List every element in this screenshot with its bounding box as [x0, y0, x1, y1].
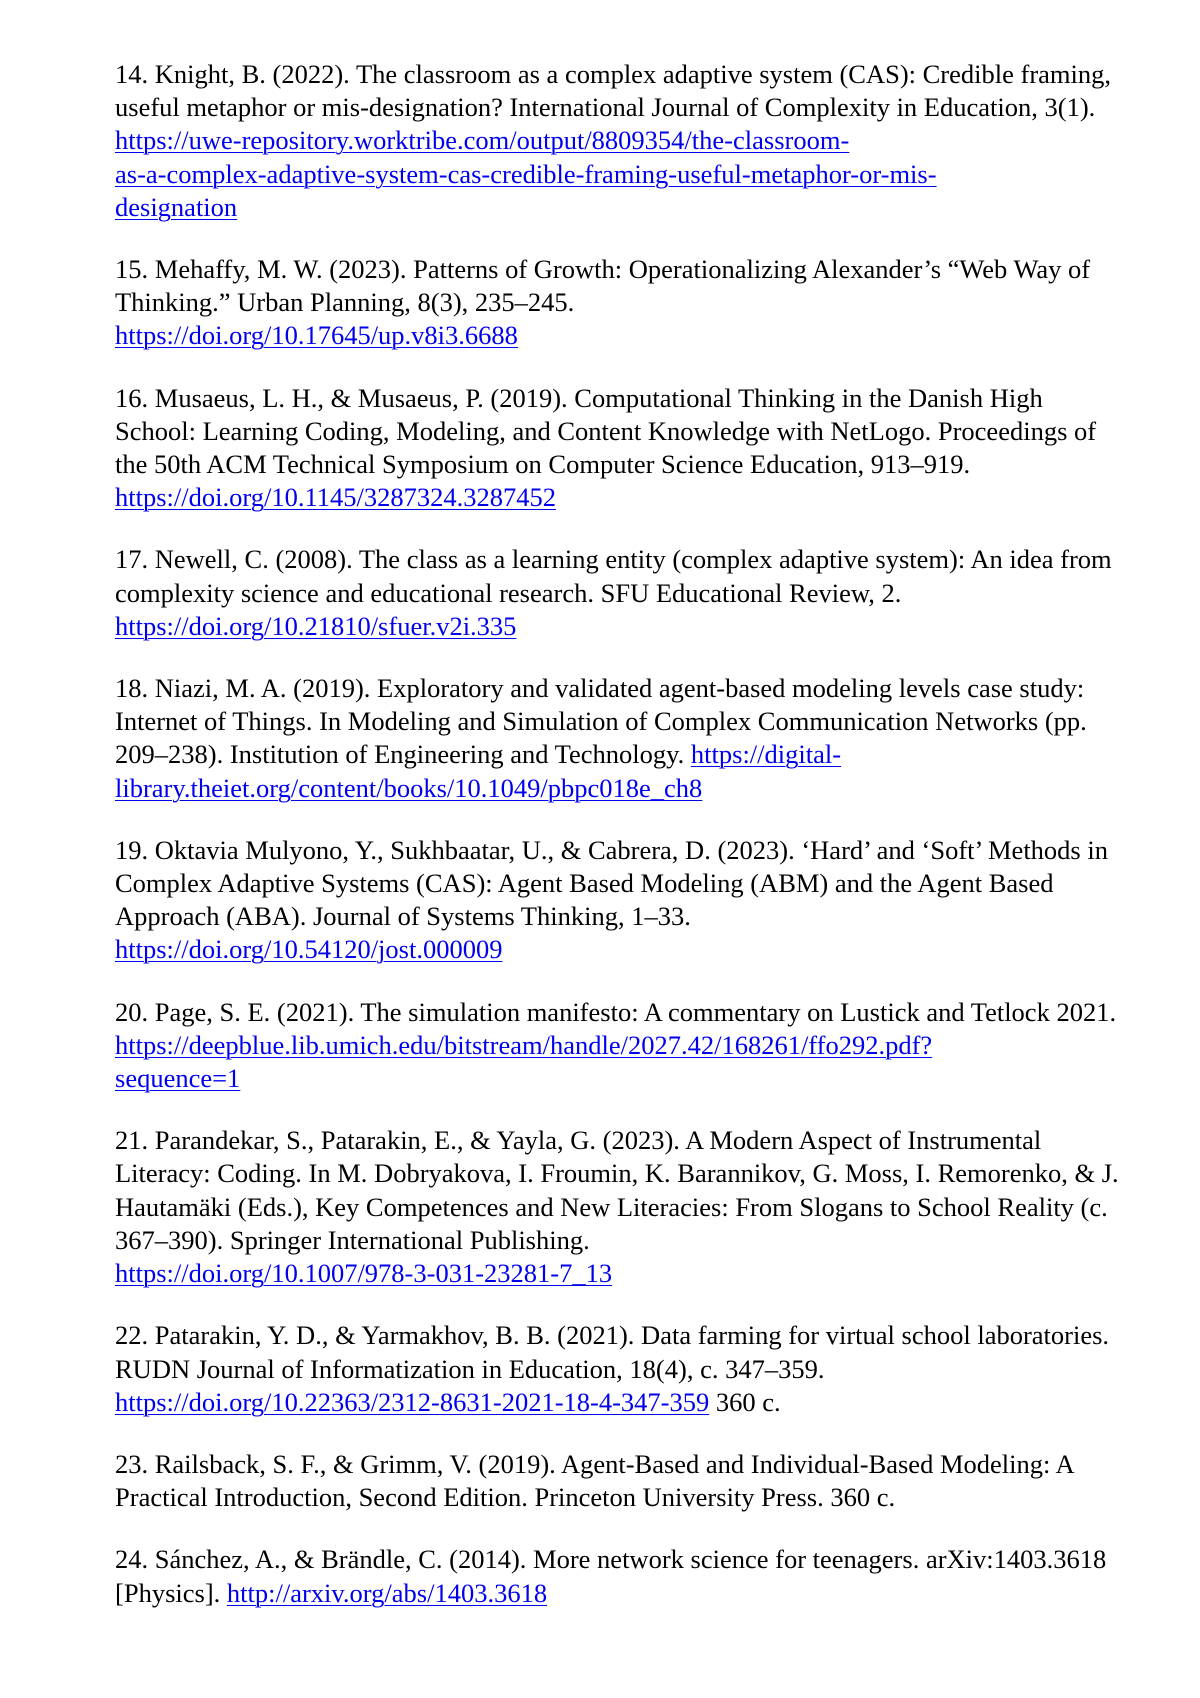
reference-link[interactable]: https://doi.org/10.17645/up.v8i3.6688 [115, 320, 518, 351]
reference-link[interactable]: https://deepblue.lib.umich.edu/bitstream/handle/2027.42/168261/ffo292.pdf? sequence=1 [115, 1029, 933, 1094]
reference-item [115, 996, 1125, 1096]
reference-text: 15. Mehaffy, M. W. (2023). Patterns of Growth: Operationalizing Alexander’s “Web Way of Thinking.” Urban Planning, 8(3), 235–245. [115, 254, 1091, 318]
reference-text: 18. Niazi, M. A. (2019). Exploratory and validated agent-based modeling levels case study: Internet of Things. In Modeling and Simulation of Complex Communication Networks (pp. 209–238). Institution of Engineering and Technology. [115, 673, 1087, 770]
reference-item [115, 1124, 1125, 1290]
reference-text: 16. Musaeus, L. H., & Musaeus, P. (2019). Computational Thinking in the Danish High School: Learning Coding, Modeling, and Content Knowledge with NetLogo. Proceedings of the 50th ACM Technical Symposium on Computer Science Education, 913–919. [115, 382, 1097, 480]
reference-text: 23. Railsback, S. F., & Grimm, V. (2019). Agent-Based and Individual-Based Modeling: A Practical Introduction, Second Edition. Princeton University Press. 360 c. [115, 1448, 1074, 1513]
reference-list [115, 58, 1125, 1639]
reference-item [115, 1319, 1125, 1419]
reference-text: 17. Newell, C. (2008). The class as a learning entity (complex adaptive system): An idea from complexity science and educational research. SFU Educational Review, 2. [115, 544, 1112, 608]
reference-suffix: 360 c. [715, 1386, 781, 1417]
reference-item [115, 1448, 1125, 1514]
reference-text: 21. Parandekar, S., Patarakin, E., & Yayla, G. (2023). A Modern Aspect of Instrumental Literacy: Coding. In M. Dobryakova, I. Froumin, K. Barannikov, G. Moss, I. Remorenko, & J. Hautamäki (Eds.), Key Competences and New Literacies: From Slogans to School Reality (c. 367–390). Springer International Publishing. [115, 1125, 1119, 1255]
reference-link[interactable]: https://doi.org/10.21810/sfuer.v2i.335 [115, 610, 517, 641]
reference-text: 14. Knight, B. (2022). The classroom as a complex adaptive system (CAS): Credible framing, useful metaphor or mis-designation? International Journal of Complexity in Education, 3(1). [115, 59, 1112, 123]
reference-item [115, 382, 1125, 515]
reference-link[interactable]: https://doi.org/10.1007/978-3-031-23281-7_13 [115, 1258, 613, 1289]
reference-item [115, 543, 1125, 643]
reference-text: 20. Page, S. E. (2021). The simulation manifesto: A commentary on Lustick and Tetlock 2021. [115, 996, 1117, 1027]
reference-text: 22. Patarakin, Y. D., & Yarmakhov, B. B. (2021). Data farming for virtual school laboratories. RUDN Journal of Informatization in Education, 18(4), c. 347–359. [115, 1320, 1110, 1384]
reference-item [115, 1543, 1125, 1609]
reference-text: 19. Oktavia Mulyono, Y., Sukhbaatar, U., & Cabrera, D. (2023). ‘Hard’ and ‘Soft’ Methods in Complex Adaptive Systems (CAS): Agent Based Modeling (ABM) and the Agent Based Approach (ABA). Journal of Systems Thinking, 1–33. [115, 834, 1108, 932]
reference-link[interactable]: https://doi.org/10.1145/3287324.3287452 [115, 482, 556, 513]
reference-link[interactable]: https://doi.org/10.22363/2312-8631-2021-18-4-347-359 [115, 1386, 710, 1417]
reference-link[interactable]: http://arxiv.org/abs/1403.3618 [226, 1577, 548, 1608]
reference-link[interactable]: https://doi.org/10.54120/jost.000009 [115, 934, 503, 965]
reference-item [115, 834, 1125, 967]
reference-item [115, 253, 1125, 353]
reference-link[interactable]: https://digital- library.theiet.org/content/books/10.1049/pbpc018e_ch8 [115, 739, 842, 803]
reference-item [115, 58, 1125, 224]
reference-item [115, 672, 1125, 805]
reference-link[interactable]: https://uwe-repository.worktribe.com/output/8809354/the-classroom- as-a-complex-adaptive-system-cas-credible-framing-useful-metaphor-or-mis- designation [115, 125, 937, 222]
reference-text: 24. Sánchez, A., & Brändle, C. (2014). More network science for teenagers. arXiv:1403.3618 [Physics]. [115, 1544, 1107, 1608]
